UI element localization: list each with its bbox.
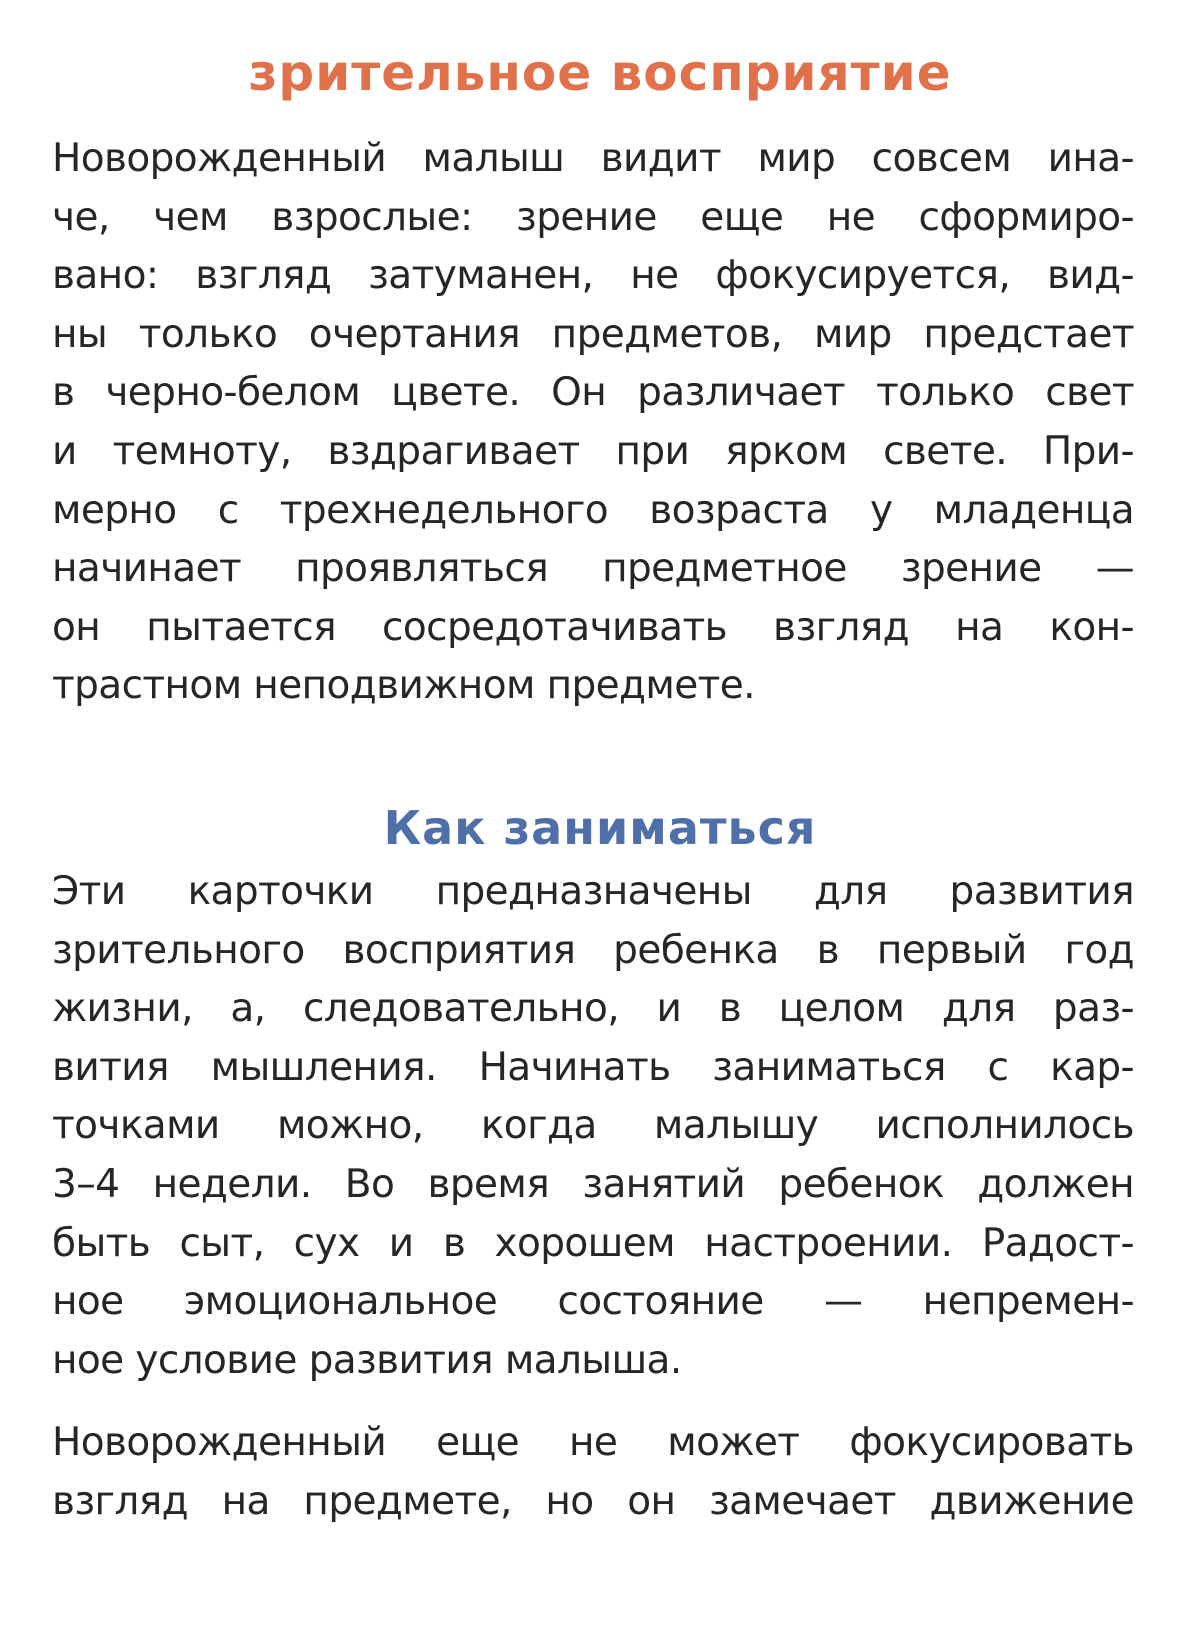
paragraph-cards-purpose: [52, 863, 1134, 1390]
text-line: вития мышления. Начинать заниматься с кар-: [52, 1044, 1134, 1090]
section-heading-how-to-practice: Как заниматься: [383, 801, 817, 855]
section-heading-visual-perception: зрительное восприятие: [248, 44, 952, 102]
text-line: Новорожденный малыш видит мир совсем ина-: [52, 136, 1134, 181]
text-line: трастном неподвижном предмете.: [52, 663, 755, 709]
text-line: ны только очертания предметов, мир предстает: [52, 311, 1134, 357]
text-line: вано: взгляд затуманен, не фокусируется, вид-: [52, 253, 1134, 299]
text-line: ное условие развития малыша.: [52, 1337, 682, 1383]
text-line: точками можно, когда малышу исполнилось: [52, 1103, 1134, 1149]
text-line: он пытается сосредотачивать взгляд на кон-: [52, 604, 1134, 650]
text-line: взгляд на предмете, но он замечает движение: [52, 1478, 1134, 1524]
text-line: Эти карточки предназначены для развития: [52, 869, 1134, 914]
text-line: жизни, а, следовательно, и в целом для раз-: [52, 986, 1134, 1032]
text-line: в черно-белом цвете. Он различает только свет: [52, 370, 1134, 416]
text-line: че, чем взрослые: зрение еще не сформиро-: [52, 194, 1134, 240]
paragraph-newborn-focus: [52, 1414, 1134, 1531]
text-line: начинает проявляться предметное зрение —: [52, 546, 1134, 592]
text-line: 3–4 недели. Во время занятий ребенок должен: [52, 1161, 1134, 1207]
text-line: ное эмоциональное состояние — непремен-: [52, 1279, 1134, 1325]
paragraph-visual-perception: [52, 130, 1134, 716]
text-line: и темноту, вздрагивает при ярком свете. При-: [52, 428, 1134, 474]
text-line: Новорожденный еще не может фокусировать: [52, 1420, 1134, 1465]
text-line: зрительного восприятия ребенка в первый год: [52, 927, 1134, 973]
text-line: быть сыт, сух и в хорошем настроении. Радост-: [52, 1220, 1134, 1266]
text-line: мерно с трехнедельного возраста у младенца: [52, 487, 1134, 533]
